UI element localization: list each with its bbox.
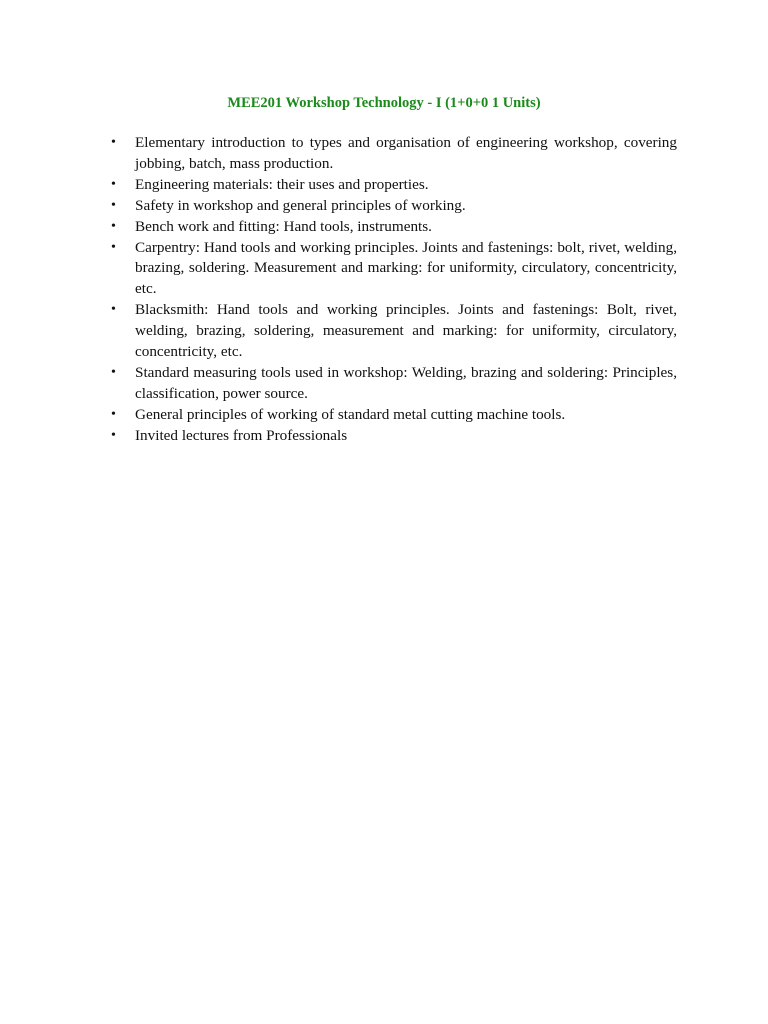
bullet-icon: • (111, 302, 116, 318)
bullet-icon: • (111, 427, 116, 443)
topic-item (111, 217, 677, 238)
bullet-icon: • (111, 135, 116, 150)
bullet-icon: • (111, 364, 116, 380)
topic-item (111, 405, 677, 426)
topic-text: Blacksmith: Hand tools and working principles. Joints and fastenings: Bolt, rivet, welding, brazing, soldering, measurement and marking: for uniformity, circulatory, concentricity, etc. (135, 301, 677, 361)
topic-item (111, 300, 677, 363)
topic-item (111, 196, 677, 217)
bullet-icon: • (111, 406, 116, 422)
topic-text: General principles of working of standard metal cutting machine tools. (135, 405, 566, 423)
topic-item (111, 363, 677, 405)
topic-text: Carpentry: Hand tools and working principles. Joints and fastenings: bolt, rivet, welding, brazing, soldering. Measurement and marking: for uniformity, circulatory, concentricity, etc. (135, 238, 677, 298)
topic-item (111, 238, 677, 301)
topic-text: Engineering materials: their uses and properties. (135, 175, 429, 193)
topic-text: Bench work and fitting: Hand tools, instruments. (135, 217, 432, 235)
bullet-icon: • (111, 218, 116, 234)
course-title: MEE201 Workshop Technology - I (1+0+0 1 Units) (227, 95, 541, 111)
topic-list (111, 133, 677, 447)
topic-text: Invited lectures from Professionals (135, 426, 348, 444)
topic-item (111, 426, 677, 447)
bullet-icon: • (111, 239, 116, 255)
topic-text: Safety in workshop and general principles of working. (135, 196, 466, 214)
topic-item (111, 133, 677, 175)
bullet-icon: • (111, 176, 116, 192)
topic-text: Standard measuring tools used in workshop: Welding, brazing and soldering: Principles, classification, power source. (135, 363, 677, 402)
bullet-icon: • (111, 197, 116, 213)
topic-item (111, 175, 677, 196)
topic-text: Elementary introduction to types and organisation of engineering workshop, covering jobbing, batch, mass production. (135, 134, 677, 172)
